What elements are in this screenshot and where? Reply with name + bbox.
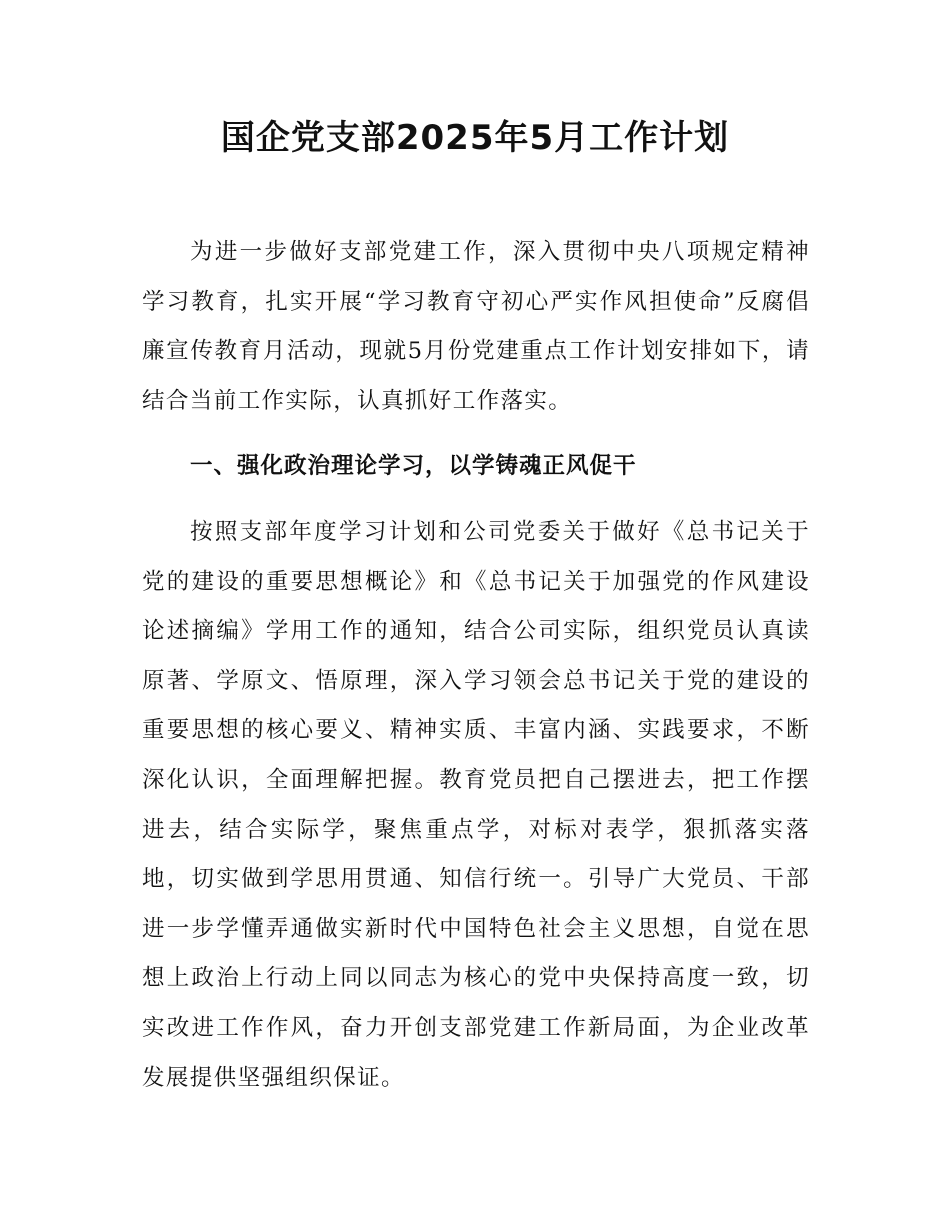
document-title: 国企党支部2025年5月工作计划 bbox=[220, 118, 730, 158]
intro-paragraph: 为进一步做好支部党建工作，深入贯彻中央八项规定精神学习教育，扎实开展“学习教育守初心严实作风担使命”反腐倡廉宣传教育月活动，现就5月份党建重点工作计划安排如下，请结合当前工作实际，认真抓好工作落实。 bbox=[142, 239, 810, 414]
section-1-heading: 一、强化政治理论学习，以学铸魂正风促干 bbox=[190, 453, 637, 480]
section-1-paragraph: 按照支部年度学习计划和公司党委关于做好《总书记关于党的建设的重要思想概论》和《总书记关于加强党的作风建设论述摘编》学用工作的通知，结合公司实际，组织党员认真读原著、学原文、悟原理，深入学习领会总书记关于党的建设的重要思想的核心要义、精神实质、丰富内涵、实践要求，不断深化认识，全面理解把握。教育党员把自己摆进去，把工作摆进去，结合实际学，聚焦重点学，对标对表学，狠抓落实落地，切实做到学思用贯通、知信行统一。引导广大党员、干部进一步学懂弄通做实新时代中国特色社会主义思想，自觉在思想上政治上行动上同以同志为核心的党中央保持高度一致，切实改进工作作风，奋力开创支部党建工作新局面，为企业改革发展提供坚强组织保证。 bbox=[142, 518, 810, 1091]
document-body bbox=[142, 228, 810, 1103]
